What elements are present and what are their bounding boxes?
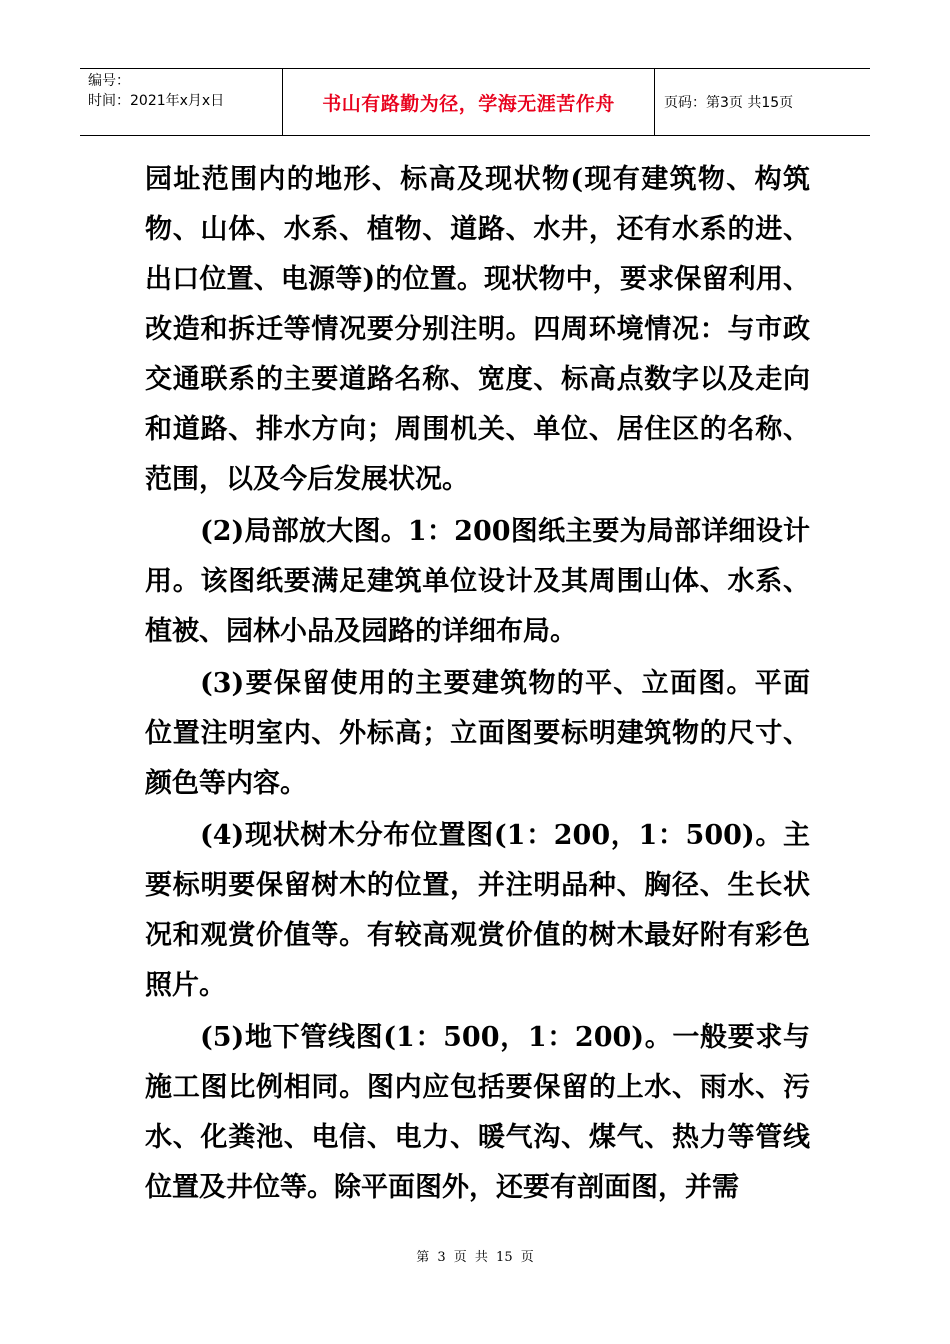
number-label: 编号： — [88, 73, 130, 89]
body-paragraph: 园址范围内的地形、标高及现状物(现有建筑物、构筑物、山体、水系、植物、道路、水井，还有水系的进、出口位置、电源等)的位置。现状物中，要求保留利用、改造和拆迁等情况要分别注明。四周环境情况：与市政交通联系的主要道路名称、宽度、标高点数字以及走向和道路、排水方向；周围机关、单位、居住区的名称、范围，以及今后发展状况。 — [145, 164, 810, 495]
body-paragraph: (4)现状树木分布位置图(1：200，1：500)。主要标明要保留树木的位置，并注明品种、胸径、生长状况和观赏价值等。有较高观赏价值的树木最好附有彩色照片。 — [145, 820, 810, 1001]
page-footer: 第 3 页 共 15 页 — [416, 1250, 534, 1265]
time-label: 时间：2021年x月x日 — [88, 93, 225, 109]
body-paragraph: (2)局部放大图。1：200图纸主要为局部详细设计用。该图纸要满足建筑单位设计及其周围山体、水系、植被、园林小品及园路的详细布局。 — [145, 516, 810, 647]
body-paragraph: (3)要保留使用的主要建筑物的平、立面图。平面位置注明室内、外标高；立面图要标明建筑物的尺寸、颜色等内容。 — [145, 668, 810, 799]
header-divider — [654, 69, 655, 135]
document-body — [145, 155, 810, 1215]
body-paragraph: (5)地下管线图(1：500，1：200)。一般要求与施工图比例相同。图内应包括要保留的上水、雨水、污水、化粪池、电信、电力、暖气沟、煤气、热力等管线位置及井位等。除平面图外，还要有剖面图，并需 — [145, 1022, 810, 1203]
header-page-info: 页码：第3页 共15页 — [664, 95, 794, 111]
header-meta — [88, 71, 278, 111]
header-motto: 书山有路勤为径，学海无涯苦作舟 — [322, 92, 615, 115]
page-header — [80, 68, 870, 136]
